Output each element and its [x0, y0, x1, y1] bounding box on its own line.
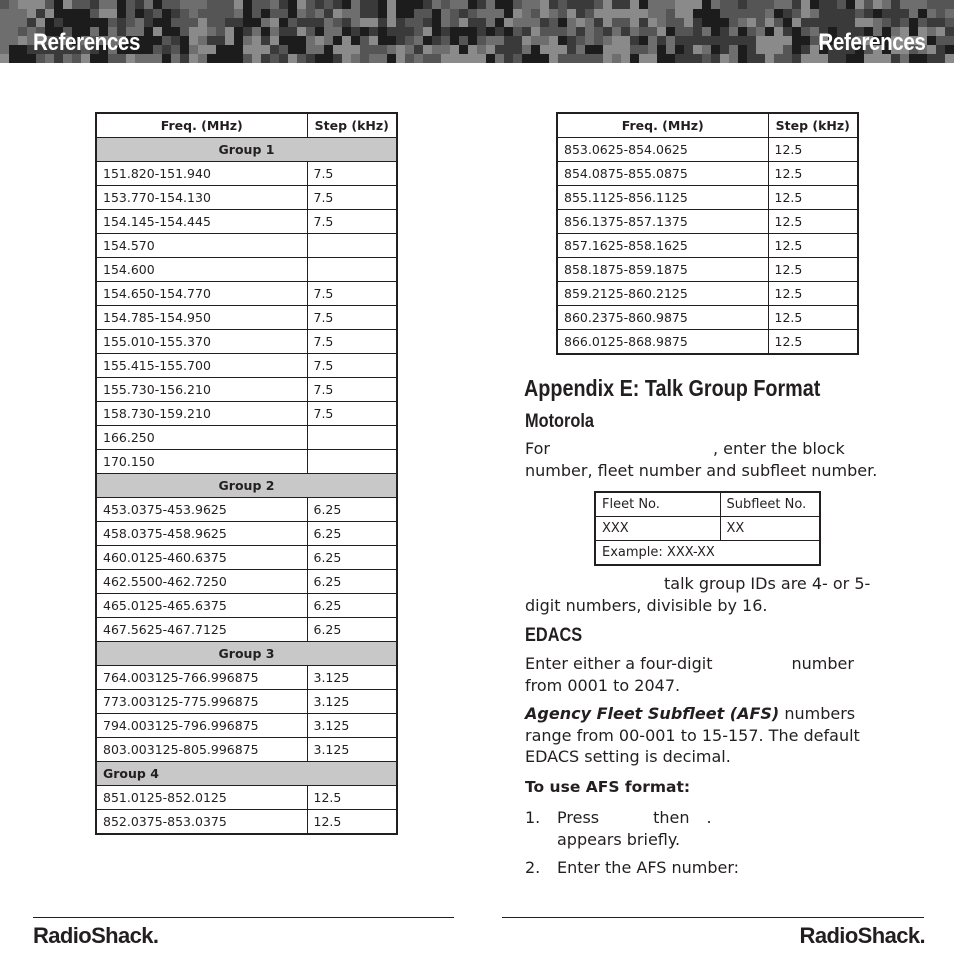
camouflage-pattern [0, 0, 954, 63]
table-row [557, 234, 858, 258]
column-header-step: Step (kHz) [768, 113, 858, 138]
group-label: Group 4 [96, 762, 397, 786]
table-row [96, 186, 397, 210]
edacs-text-after: number from 0001 to 2047. [525, 654, 854, 695]
step-cell: 7.5 [307, 354, 397, 378]
frequency-table-body [557, 138, 858, 355]
step-cell: 12.5 [768, 258, 858, 282]
freq-cell: 803.003125-805.996875 [96, 738, 307, 762]
freq-cell: 465.0125-465.6375 [96, 594, 307, 618]
freq-cell: 460.0125-460.6375 [96, 546, 307, 570]
afs-term: Agency Fleet Subfleet (AFS) [525, 704, 780, 723]
freq-cell: 154.145-154.445 [96, 210, 307, 234]
table-row [557, 210, 858, 234]
appendix-heading: Appendix E: Talk Group Format [524, 375, 821, 401]
freq-cell: 854.0875-855.0875 [557, 162, 768, 186]
table-row [557, 258, 858, 282]
page-title-right: References [817, 29, 925, 56]
table-row [96, 210, 397, 234]
step-cell: 7.5 [307, 402, 397, 426]
step-cell: 3.125 [307, 666, 397, 690]
group-label: Group 2 [96, 474, 397, 498]
step-cell: 12.5 [768, 210, 858, 234]
table-row [96, 354, 397, 378]
edacs-heading: EDACS [525, 625, 583, 646]
fleet-header: Fleet No. [595, 492, 720, 517]
afs-format-label: To use AFS format: [525, 778, 691, 796]
step-cell: 7.5 [307, 306, 397, 330]
step-cell [307, 426, 397, 450]
freq-cell: 853.0625-854.0625 [557, 138, 768, 162]
step-cell: 3.125 [307, 690, 397, 714]
subfleet-header: Subfleet No. [720, 492, 820, 517]
step-cell: 12.5 [768, 330, 858, 355]
freq-cell: 453.0375-453.9625 [96, 498, 307, 522]
table-row [96, 450, 397, 474]
step-cell [307, 450, 397, 474]
freq-cell: 857.1625-858.1625 [557, 234, 768, 258]
table-row [96, 666, 397, 690]
motorola-heading: Motorola [525, 411, 594, 432]
table-row [557, 186, 858, 210]
freq-cell: 158.730-159.210 [96, 402, 307, 426]
freq-cell: 858.1875-859.1875 [557, 258, 768, 282]
footer-rule-right [502, 917, 924, 918]
group-header-row [96, 762, 397, 786]
freq-cell: 151.820-151.940 [96, 162, 307, 186]
table-row [96, 258, 397, 282]
group-label: Group 1 [96, 138, 397, 162]
motorola-paragraph [525, 438, 887, 481]
footer-rule-left [33, 917, 454, 918]
frequency-table-left [95, 112, 398, 835]
step-cell: 6.25 [307, 522, 397, 546]
table-row [96, 234, 397, 258]
freq-cell: 166.250 [96, 426, 307, 450]
step-then: then [653, 808, 690, 827]
freq-cell: 155.415-155.700 [96, 354, 307, 378]
edacs-paragraph [525, 653, 887, 696]
step-cell: 6.25 [307, 498, 397, 522]
freq-cell: 154.570 [96, 234, 307, 258]
freq-cell: 155.010-155.370 [96, 330, 307, 354]
step-cell: 12.5 [768, 234, 858, 258]
freq-cell: 860.2375-860.9875 [557, 306, 768, 330]
freq-cell: 170.150 [96, 450, 307, 474]
freq-cell: 794.003125-796.996875 [96, 714, 307, 738]
step-cell: 7.5 [307, 378, 397, 402]
freq-cell: 764.003125-766.996875 [96, 666, 307, 690]
table-row [96, 306, 397, 330]
table-row [96, 810, 397, 835]
group-header-row [96, 138, 397, 162]
radioshack-logo-right: RadioShack. [799, 923, 925, 948]
frequency-table-right [556, 112, 859, 355]
step-press: Press [557, 808, 600, 827]
table-row [96, 162, 397, 186]
afs-paragraph [525, 703, 887, 768]
table-row [96, 282, 397, 306]
step-cell: 7.5 [307, 186, 397, 210]
step-number: 1. [525, 808, 541, 827]
step-cell [307, 258, 397, 282]
step-cell: 3.125 [307, 714, 397, 738]
step-cell: 12.5 [307, 810, 397, 835]
page-title-left: References [33, 29, 141, 56]
freq-cell: 153.770-154.130 [96, 186, 307, 210]
step-cell: 6.25 [307, 594, 397, 618]
table-row [96, 570, 397, 594]
step-cell: 12.5 [307, 786, 397, 810]
freq-cell: 462.5500-462.7250 [96, 570, 307, 594]
table-row [96, 402, 397, 426]
table-row [96, 738, 397, 762]
frequency-table-body [96, 138, 397, 835]
freq-cell: 154.785-154.950 [96, 306, 307, 330]
freq-cell: 154.600 [96, 258, 307, 282]
table-row [96, 522, 397, 546]
group-header-row [96, 474, 397, 498]
column-header-freq: Freq. (MHz) [96, 113, 307, 138]
step-cell: 12.5 [768, 306, 858, 330]
table-row [96, 594, 397, 618]
fleet-format-table [594, 491, 821, 566]
step-cell: 7.5 [307, 162, 397, 186]
motorola-text-after: , enter the block number, fleet number and subfleet number. [525, 439, 878, 480]
table-row [96, 378, 397, 402]
step-period: . [706, 808, 712, 827]
step-cell: 7.5 [307, 282, 397, 306]
subfleet-value: XX [720, 517, 820, 541]
header-banner [0, 0, 954, 63]
step-cell: 6.25 [307, 546, 397, 570]
table-row [96, 618, 397, 642]
table-row [96, 498, 397, 522]
step-cell: 12.5 [768, 162, 858, 186]
step-line2: appears briefly. [557, 829, 681, 849]
step-cell: 6.25 [307, 570, 397, 594]
freq-cell: 773.003125-775.996875 [96, 690, 307, 714]
group-label: Group 3 [96, 642, 397, 666]
freq-cell: 856.1375-857.1375 [557, 210, 768, 234]
step-cell [307, 234, 397, 258]
table-row [557, 282, 858, 306]
table-row [96, 330, 397, 354]
table-row [96, 786, 397, 810]
fleet-value: XXX [595, 517, 720, 541]
fleet-example: Example: XXX-XX [595, 541, 820, 566]
afs-description: numbers range from 00-001 to 15-157. The default EDACS setting is decimal. [525, 704, 860, 766]
step-cell: 7.5 [307, 210, 397, 234]
freq-cell: 458.0375-458.9625 [96, 522, 307, 546]
table-row [557, 330, 858, 355]
table-row [96, 426, 397, 450]
table-row [96, 546, 397, 570]
step-number: 2. [525, 858, 541, 877]
freq-cell: 154.650-154.770 [96, 282, 307, 306]
talkgroup-paragraph: talk group IDs are 4- or 5-digit numbers, divisible by 16. [525, 574, 871, 615]
step-cell: 7.5 [307, 330, 397, 354]
group-header-row [96, 642, 397, 666]
freq-cell: 855.1125-856.1125 [557, 186, 768, 210]
freq-cell: 155.730-156.210 [96, 378, 307, 402]
table-row [96, 714, 397, 738]
step-text: Enter the AFS number: [557, 858, 740, 877]
step-cell: 3.125 [307, 738, 397, 762]
table-row [557, 138, 858, 162]
edacs-text-before: Enter either a four-digit [525, 654, 713, 673]
table-row [557, 306, 858, 330]
freq-cell: 851.0125-852.0125 [96, 786, 307, 810]
column-header-step: Step (kHz) [307, 113, 397, 138]
step-cell: 12.5 [768, 138, 858, 162]
freq-cell: 859.2125-860.2125 [557, 282, 768, 306]
radioshack-logo-left: RadioShack. [33, 923, 159, 948]
step-cell: 6.25 [307, 618, 397, 642]
freq-cell: 467.5625-467.7125 [96, 618, 307, 642]
freq-cell: 866.0125-868.9875 [557, 330, 768, 355]
table-row [96, 690, 397, 714]
step-cell: 12.5 [768, 282, 858, 306]
column-header-freq: Freq. (MHz) [557, 113, 768, 138]
table-row [557, 162, 858, 186]
motorola-text-before: For [525, 439, 550, 458]
freq-cell: 852.0375-853.0375 [96, 810, 307, 835]
step-cell: 12.5 [768, 186, 858, 210]
